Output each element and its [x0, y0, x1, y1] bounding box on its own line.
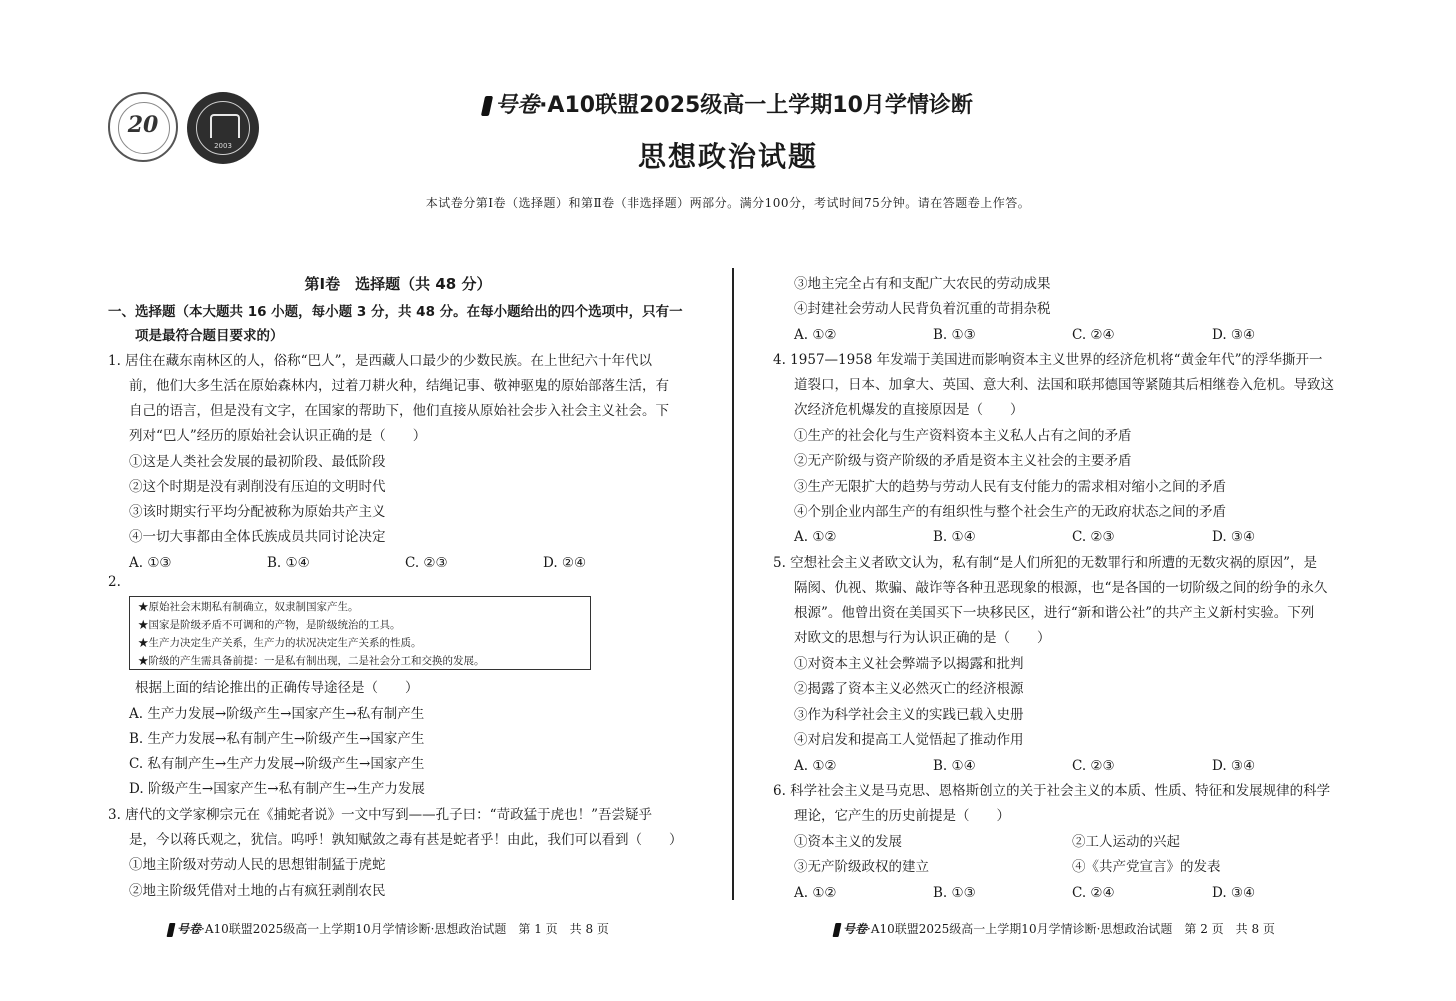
- question-1-option-c: C. ②③: [405, 555, 448, 571]
- question-5-text: 根源”。他曾出资在美国买下一块移民区，进行“新和谐公社”的共产主义新村实验。下列: [794, 605, 1315, 621]
- question-4-statement: ②无产阶级与资产阶级的矛盾是资本主义社会的主要矛盾: [794, 453, 1132, 469]
- question-1-option-a: A. ①③: [129, 555, 172, 571]
- column-divider: [732, 268, 734, 900]
- question-1-statement: ④一切大事都由全体氏族成员共同讨论决定: [129, 529, 386, 545]
- brand-mark-icon: [833, 923, 842, 937]
- question-3-statement: ①地主阶级对劳动人民的思想钳制猛于虎蛇: [129, 857, 386, 873]
- question-5-option-d: D. ③④: [1212, 758, 1256, 774]
- footer-text: ·A10联盟2025级高一上学期10月学情诊断·思想政治试题 第 1 页 共 8 页: [201, 922, 609, 936]
- page-footer-left: [168, 920, 609, 937]
- question-2-stem: 根据上面的结论推出的正确传导途径是（ ）: [135, 680, 419, 696]
- question-6-statement: ④《共产党宣言》的发表: [1072, 859, 1221, 875]
- question-5-text: 对欧文的思想与行为认识正确的是（ ）: [794, 630, 1051, 646]
- section-instruction: 项是最符合题目要求的）: [135, 328, 284, 344]
- question-5-statement: ③作为科学社会主义的实践已载入史册: [794, 707, 1024, 723]
- conclusion-item: ★阶级的产生需具备前提：一是私有制出现，二是社会分工和交换的发展。: [138, 655, 485, 667]
- question-3-text: 3. 唐代的文学家柳宗元在《捕蛇者说》一文中写到——孔子曰：“苛政猛于虎也！”吾尝疑乎: [108, 807, 652, 823]
- section-instruction: 一、选择题（本大题共 16 小题，每小题 3 分，共 48 分。在每小题给出的四个选项中，只有一: [108, 304, 683, 320]
- exam-title: [0, 88, 1456, 119]
- question-2-option-b: B. 生产力发展→私有制产生→阶级产生→国家产生: [129, 731, 425, 747]
- question-3-statement: ②地主阶级凭借对土地的占有疯狂剥削农民: [129, 883, 386, 899]
- alliance-logo-number: 20: [127, 112, 159, 138]
- question-4-option-b: B. ①④: [933, 529, 976, 545]
- question-4-statement: ①生产的社会化与生产资料资本主义私人占有之间的矛盾: [794, 428, 1132, 444]
- brand-name: 号卷: [495, 93, 540, 118]
- question-1-statement: ①这是人类社会发展的最初阶段、最低阶段: [129, 454, 386, 470]
- question-2-number: 2.: [108, 574, 121, 590]
- question-4-text: 4. 1957—1958 年发端于美国进而影响资本主义世界的经济危机将“黄金年代”的浮华撕开一: [773, 352, 1323, 368]
- question-1-option-d: D. ②④: [543, 555, 587, 571]
- question-6-text: 6. 科学社会主义是马克思、恩格斯创立的关于社会主义的本质、性质、特征和发展规律的科学: [773, 783, 1331, 799]
- question-2-option-d: D. 阶级产生→国家产生→私有制产生→生产力发展: [129, 781, 425, 797]
- question-5-option-c: C. ②③: [1072, 758, 1115, 774]
- conclusion-item: ★国家是阶级矛盾不可调和的产物，是阶级统治的工具。: [138, 619, 401, 631]
- question-6-option-b: B. ①③: [933, 885, 976, 901]
- conclusion-item: ★原始社会末期私有制确立，奴隶制国家产生。: [138, 601, 359, 613]
- footer-text: ·A10联盟2025级高一上学期10月学情诊断·思想政治试题 第 2 页 共 8 页: [867, 922, 1275, 936]
- brand-mark-icon: [481, 96, 493, 116]
- question-5-statement: ④对启发和提高工人觉悟起了推动作用: [794, 732, 1024, 748]
- question-6-statement: ②工人运动的兴起: [1072, 834, 1180, 850]
- question-6-option-d: D. ③④: [1212, 885, 1256, 901]
- question-3-option-b: B. ①③: [933, 327, 976, 343]
- question-4-option-d: D. ③④: [1212, 529, 1256, 545]
- question-4-option-c: C. ②③: [1072, 529, 1115, 545]
- question-1-text: 自己的语言，但是没有文字，在国家的帮助下，他们直接从原始社会步入社会主义社会。下: [129, 403, 669, 419]
- question-6-statement: ③无产阶级政权的建立: [794, 859, 929, 875]
- question-3-statement: ④封建社会劳动人民背负着沉重的苛捐杂税: [794, 301, 1051, 317]
- question-1-option-b: B. ①④: [267, 555, 310, 571]
- question-5-text: 5. 空想社会主义者欧文认为，私有制“是人们所犯的无数罪行和所遭的无数灾祸的原因”，是: [773, 555, 1317, 571]
- question-4-text: 道裂口，日本、加拿大、英国、意大利、法国和联邦德国等紧随其后相继卷入危机。导致这: [794, 377, 1334, 393]
- question-1-statement: ②这个时期是没有剥削没有压迫的文明时代: [129, 479, 386, 495]
- question-5-text: 隔阂、仇视、欺骗、敲诈等各种丑恶现象的根源，也“是各国的一切阶级之间的纷争的永久: [794, 580, 1328, 596]
- question-4-statement: ④个别企业内部生产的有组织性与整个社会生产的无政府状态之间的矛盾: [794, 504, 1226, 520]
- question-1-text: 1. 居住在藏东南林区的人，俗称“巴人”，是西藏人口最少的少数民族。在上世纪六十年代以: [108, 353, 652, 369]
- question-2-option-c: C. 私有制产生→生产力发展→阶级产生→国家产生: [129, 756, 425, 772]
- question-4-text: 次经济危机爆发的直接原因是（ ）: [794, 402, 1024, 418]
- question-6-option-c: C. ②④: [1072, 885, 1115, 901]
- brand-mark-icon: [167, 923, 176, 937]
- page-footer-right: [834, 920, 1275, 937]
- question-6-option-a: A. ①②: [794, 885, 837, 901]
- subject-title: 思想政治试题: [637, 140, 818, 173]
- question-3-option-d: D. ③④: [1212, 327, 1256, 343]
- question-5-statement: ①对资本主义社会弊端予以揭露和批判: [794, 656, 1024, 672]
- exam-instructions: 本试卷分第Ⅰ卷（选择题）和第Ⅱ卷（非选择题）两部分。满分100分，考试时间75分钟。请在答题卷上作答。: [425, 196, 1031, 210]
- question-6-text: 理论，它产生的历史前提是（ ）: [794, 808, 1010, 824]
- exam-title-text: ·A10联盟2025级高一上学期10月学情诊断: [539, 93, 973, 118]
- question-3-text: 是，今以蒋氏观之，犹信。呜呼！孰知赋敛之毒有甚是蛇者乎！由此，我们可以看到（ ）: [129, 832, 683, 848]
- footer-brand: 号卷: [843, 922, 868, 936]
- question-1-statement: ③该时期实行平均分配被称为原始共产主义: [129, 504, 386, 520]
- question-5-option-a: A. ①②: [794, 758, 837, 774]
- section-title: 第Ⅰ卷 选择题（共 48 分）: [304, 275, 492, 293]
- question-4-option-a: A. ①②: [794, 529, 837, 545]
- conclusion-box: [129, 596, 591, 670]
- footer-brand: 号卷: [177, 922, 202, 936]
- question-3-option-c: C. ②④: [1072, 327, 1115, 343]
- question-1-text: 列对“巴人”经历的原始社会认识正确的是（ ）: [129, 428, 427, 444]
- question-3-option-a: A. ①②: [794, 327, 837, 343]
- question-5-statement: ②揭露了资本主义必然灭亡的经济根源: [794, 681, 1024, 697]
- education-logo-year: 2003: [214, 142, 232, 150]
- question-1-text: 前，他们大多生活在原始森林内，过着刀耕火种，结绳记事、敬神驱鬼的原始部落生活，有: [129, 378, 669, 394]
- question-6-statement: ①资本主义的发展: [794, 834, 902, 850]
- question-3-statement: ③地主完全占有和支配广大农民的劳动成果: [794, 276, 1051, 292]
- question-2-option-a: A. 生产力发展→阶级产生→国家产生→私有制产生: [129, 706, 425, 722]
- question-4-statement: ③生产无限扩大的趋势与劳动人民有支付能力的需求相对缩小之间的矛盾: [794, 479, 1226, 495]
- conclusion-item: ★生产力决定生产关系，生产力的状况决定生产关系的性质。: [138, 637, 422, 649]
- question-5-option-b: B. ①④: [933, 758, 976, 774]
